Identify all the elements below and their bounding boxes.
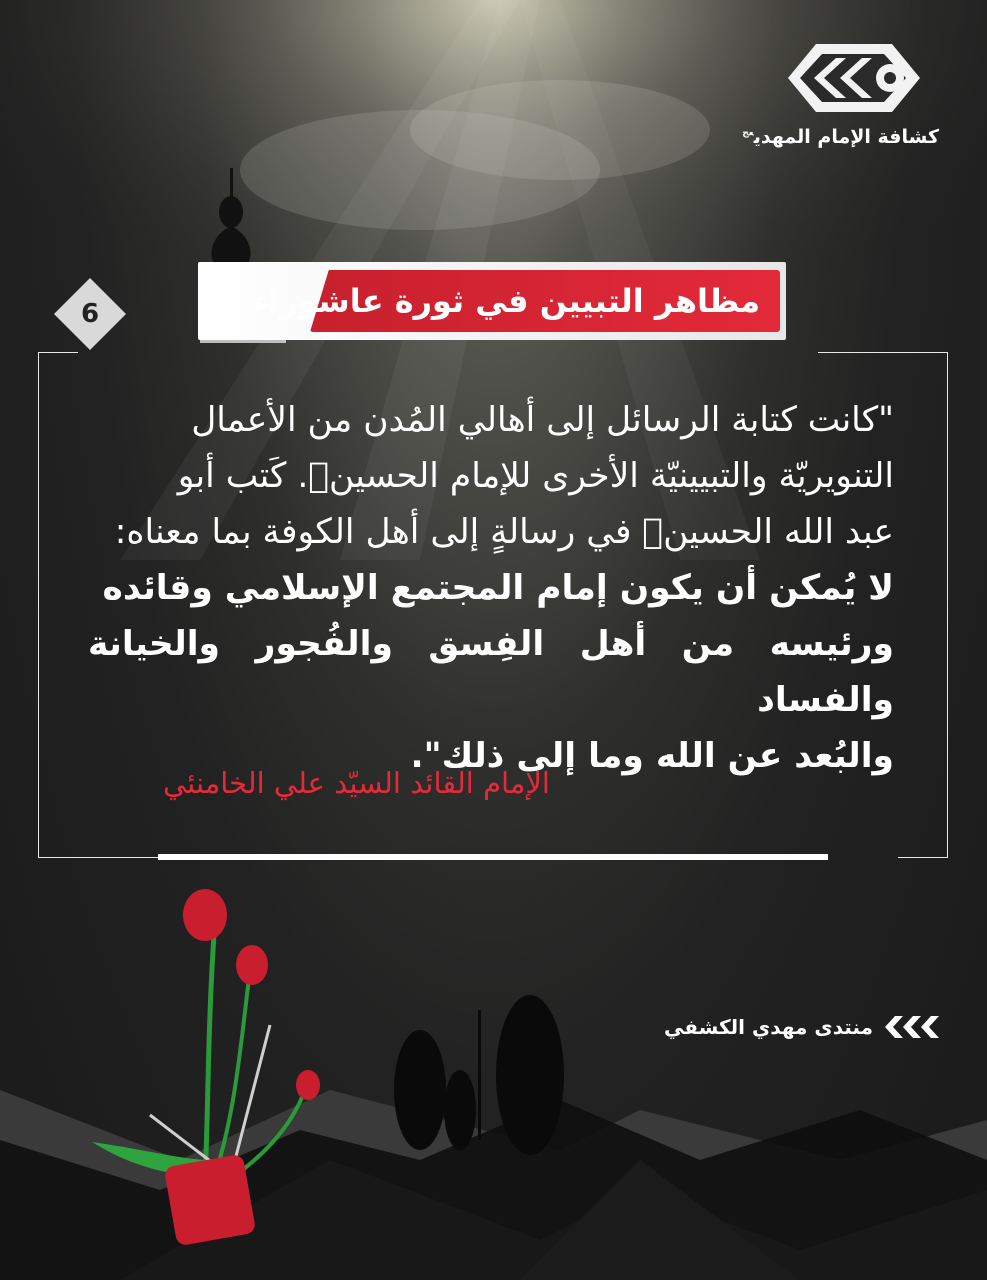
quote-line-bold: والبُعد عن الله وما إلى ذلك". [410,736,894,776]
organization-logo [742,40,939,148]
bottom-scene [0,860,987,1280]
forum-signature [664,1012,941,1042]
title-banner [198,262,786,340]
page-title: مظاهر التبيين في ثورة عاشوراء [252,282,760,320]
logo-text: كشافة الإمام المهدي$^{عج}$ [742,126,939,148]
forum-name: منتدى مهدي الكشفي [664,1015,873,1039]
quote-line-bold: ورئيسه من أهل الفِسق والفُجور والخيانة والفساد [88,624,894,720]
quote-line: التنويريّة والتبيينيّة الأخرى للإمام الحسينؑ. كَتب أبو [177,456,894,496]
quote-line: "كانت كتابة الرسائل إلى أهالي المُدن من الأعمال [191,400,894,440]
quote-line: عبد الله الحسينؑ في رسالةٍ إلى أهل الكوفة بما معناه: [114,512,894,552]
badge-number: 6 [80,299,100,329]
silhouettes-icon [394,995,564,1155]
quote-text [88,392,894,784]
quote-author: الإمام القائد السيّد علي الخامنئي [163,766,550,800]
logo-emblem-icon [784,40,924,116]
chevrons-icon [883,1014,941,1040]
quote-line-bold: لا يُمكن أن يكون إمام المجتمع الإسلامي وقائده [102,568,894,608]
logo-honorific: عج [742,128,754,139]
